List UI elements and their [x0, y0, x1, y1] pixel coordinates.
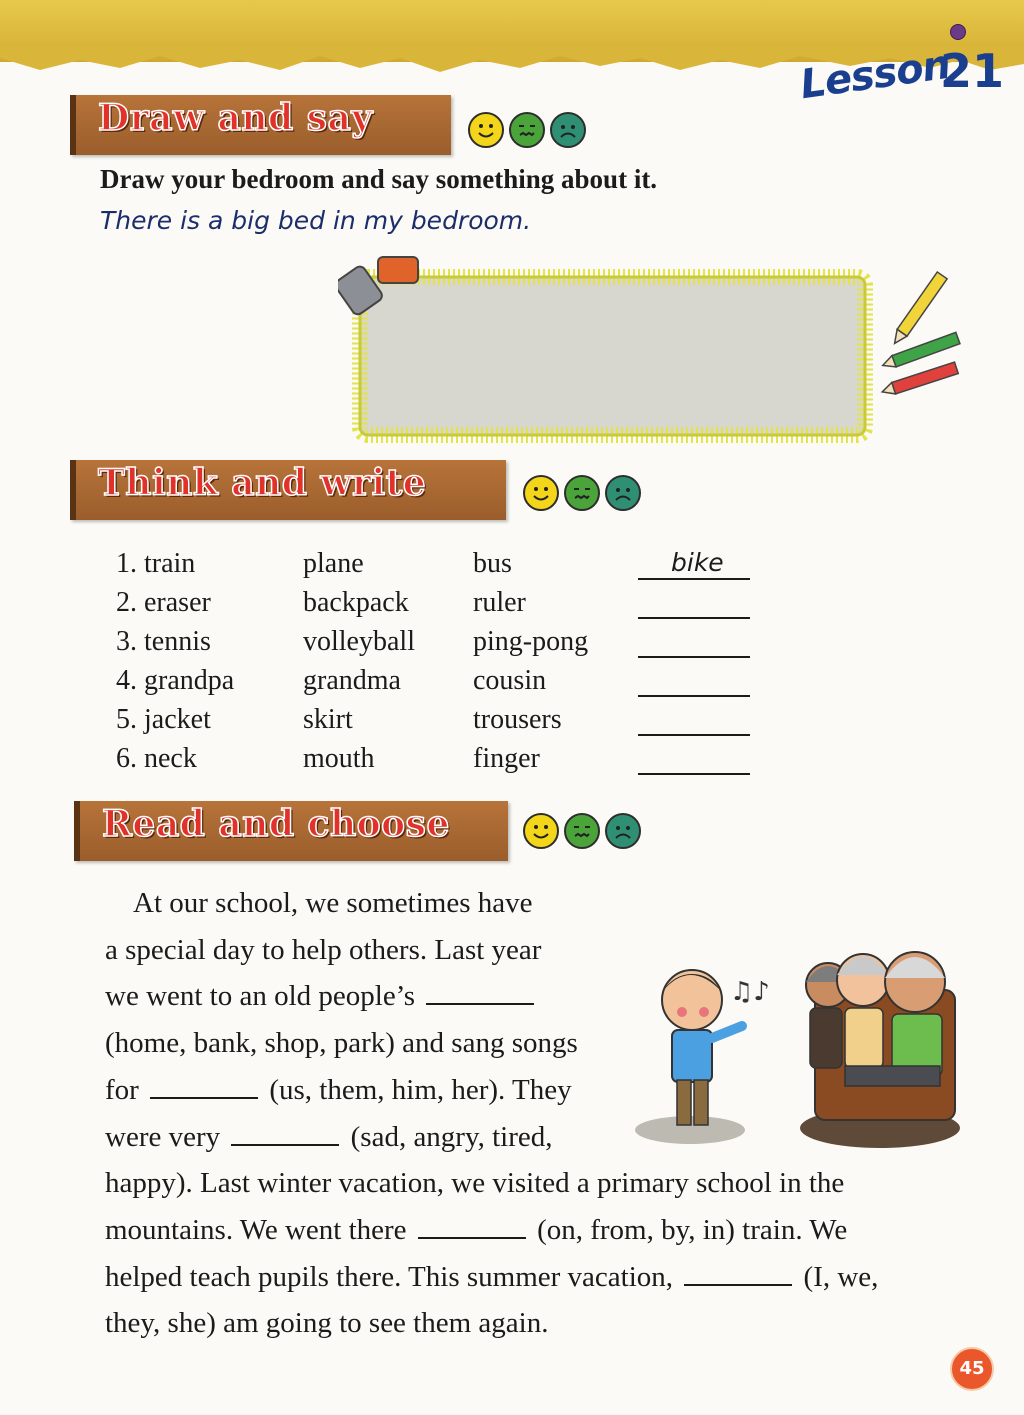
word: 6. neck: [116, 743, 197, 774]
drawing-area[interactable]: [338, 255, 878, 447]
passage-text: we went to an old people’s: [105, 980, 423, 1013]
think-and-write-banner: [70, 460, 506, 520]
answer-blank[interactable]: [638, 656, 750, 658]
sad-face-icon[interactable]: [605, 475, 641, 511]
lesson-label: Lesson: [797, 41, 953, 109]
odd-one-out-list: [116, 548, 766, 782]
sad-face-icon[interactable]: [605, 813, 641, 849]
passage-line: [105, 1300, 955, 1347]
word: backpack: [303, 587, 409, 618]
answer-blank[interactable]: [638, 734, 750, 736]
word: 1. train: [116, 548, 196, 579]
passage-text: helped teach pupils there. This summer vacation,: [105, 1260, 681, 1293]
rating-faces: [468, 112, 586, 148]
word: ruler: [473, 587, 526, 618]
list-item: [116, 704, 766, 743]
word: volleyball: [303, 626, 415, 657]
list-item: [116, 587, 766, 626]
list-item: [116, 743, 766, 782]
pin-icon: [950, 24, 966, 40]
word: grandma: [303, 665, 401, 696]
passage-text: (sad, angry, tired,: [343, 1120, 553, 1153]
passage-text: mountains. We went there: [105, 1213, 414, 1246]
draw-instruction: Draw your bedroom and say something about it.: [100, 164, 658, 194]
answer-blank[interactable]: [231, 1142, 339, 1146]
passage-text: a special day to help others. Last year: [105, 933, 542, 966]
list-item: [116, 626, 766, 665]
draw-and-say-banner: [70, 95, 451, 155]
lesson-number: 21: [940, 44, 1005, 98]
list-item: [116, 548, 766, 587]
word: plane: [303, 548, 364, 579]
passage-line: [105, 880, 955, 927]
passage-text: (home, bank, shop, park) and sang songs: [105, 1027, 578, 1060]
read-and-choose-banner: [74, 801, 508, 861]
word: skirt: [303, 704, 353, 735]
answer-blank[interactable]: [150, 1095, 258, 1099]
neutral-face-icon[interactable]: [509, 112, 545, 148]
answer-blank[interactable]: [638, 578, 750, 580]
page-number: 45: [950, 1347, 994, 1391]
passage-text: were very: [105, 1120, 228, 1153]
happy-face-icon[interactable]: [523, 813, 559, 849]
passage-text: (I, we,: [796, 1260, 879, 1293]
passage-text: (us, them, him, her). They: [262, 1073, 572, 1106]
word: 4. grandpa: [116, 665, 235, 696]
section-title: Think and write: [98, 462, 427, 504]
section-title: Read and choose: [102, 803, 450, 845]
passage-text: (on, from, by, in) train. We: [529, 1213, 848, 1246]
section-title: Draw and say: [98, 97, 373, 139]
passage-line: [105, 1254, 955, 1301]
neutral-face-icon[interactable]: [564, 813, 600, 849]
passage-text: happy). Last winter vacation, we visited a primary school in the: [105, 1167, 845, 1200]
rating-faces: [523, 475, 641, 511]
pencils-icon: [880, 270, 970, 400]
word: finger: [473, 743, 540, 774]
neutral-face-icon[interactable]: [564, 475, 600, 511]
passage-text: At our school, we sometimes have: [133, 887, 533, 919]
passage-line: [105, 1160, 955, 1207]
lesson-badge: [797, 38, 1010, 109]
happy-face-icon[interactable]: [468, 112, 504, 148]
word: 5. jacket: [116, 704, 211, 735]
passage-text: they, she) am going to see them again.: [105, 1307, 549, 1340]
answer-blank[interactable]: [426, 1001, 534, 1005]
word: cousin: [473, 665, 547, 696]
draw-example-sentence: There is a big bed in my bedroom.: [100, 206, 532, 235]
word: trousers: [473, 704, 562, 735]
passage-line: [105, 1207, 955, 1254]
answer-blank[interactable]: [638, 617, 750, 619]
answer-blank[interactable]: [684, 1282, 792, 1286]
singing-boy-and-old-people-illustration: [630, 930, 960, 1155]
word: bus: [473, 548, 512, 579]
word: 2. eraser: [116, 587, 211, 618]
word: ping-pong: [473, 626, 589, 657]
svg-text:♫♪: ♫♪: [730, 977, 770, 1007]
answer-text: bike: [671, 548, 724, 577]
list-item: [116, 665, 766, 704]
word: mouth: [303, 743, 375, 774]
answer-blank[interactable]: [418, 1235, 526, 1239]
answer-blank[interactable]: [638, 773, 750, 775]
rating-faces: [523, 813, 641, 849]
happy-face-icon[interactable]: [523, 475, 559, 511]
passage-text: for: [105, 1073, 147, 1106]
sad-face-icon[interactable]: [550, 112, 586, 148]
answer-blank[interactable]: [638, 695, 750, 697]
word: 3. tennis: [116, 626, 211, 657]
